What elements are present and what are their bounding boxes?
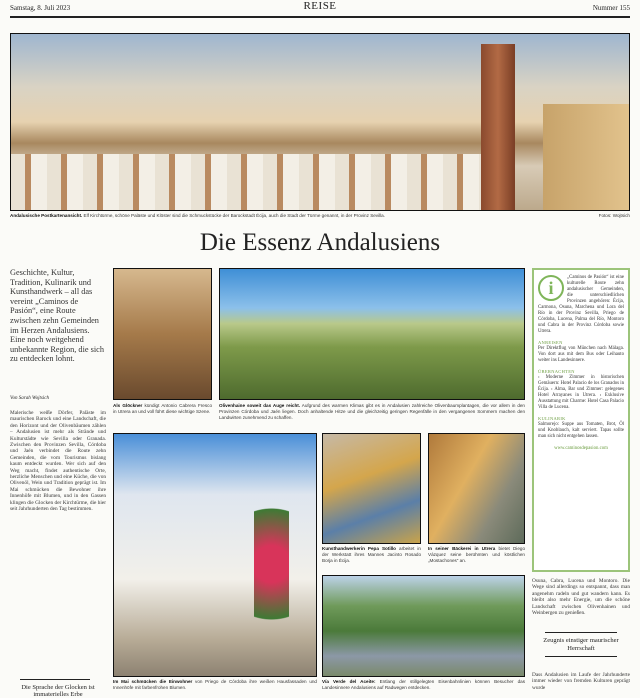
photo-caption: Vía Verde del Aceite: Entlang der stillgelegten Eisenbahnlinien können Besucher das Landesinnere Andalusiens auf Radwegen entdecken. [322, 679, 525, 690]
website-link[interactable]: www.caminosdepasion.com [554, 446, 608, 451]
info-heading: ANREISEN [538, 340, 563, 345]
photo-bakery [428, 433, 525, 544]
info-heading: KULINARIK [538, 416, 566, 421]
divider [545, 656, 617, 657]
hero-caption: Andalusische Postkartenansicht. Elf Kirchtürme, schöne Paläste und Klöster sind die Schmuckstücke der Barockstadt Écija, auch die Stadt der Türme genannt, in der Provinz Sevilla. [10, 213, 385, 218]
divider [545, 632, 617, 633]
photo-caption: Kunsthandwerkerin Pepa Sotillo arbeitet in der Werkstatt ihres Mannes Jacinto Rosado Borja in Écija. [322, 546, 421, 563]
photo-artisan [322, 433, 421, 544]
photo-caption: Olivenhaine soweit das Auge reicht. Aufgrund des warmen Klimas gibt es in Andalusien zahlreiche Olivenbaumplantagen, die vor allem in den Provinzen Córdoba und Jaén liegen. Doch anhaltende Hitze und die gleichzeitig geringen Regenfälle in den vergangenen Sommern machen den Landwirten zunehmend zu schaffen. [219, 403, 525, 420]
info-intro: „Caminos de Pasión“ ist eine kulturelle Route zehn andalusischer Gemeinden, die unterschiedlichen Provinzen angehören: Écija, Carmona, Osuna, Marchena und Lora del Río in der Provinz Sevilla, Priego de Córdoba, Lucena, Palma del Río, Montoro und Cabra in der Provinz Córdoba sowie Utrera. [538, 275, 624, 334]
subhead-right: Zeugnis einstiger maurischer Herrschaft [543, 637, 619, 652]
issue-date: Samstag, 8. Juli 2023 [10, 4, 71, 12]
info-text: › Moderne Zimmer in historischen Gemäuern: Hotel Palacio de los Granados in Écija. › Alma, Bar und Zimmer: gelegenes Hotel Arrayanes in Utrera. › Exklusive Ausstattung mit Charme: Hotel Casa Palacio Villa de Lucena. [538, 375, 624, 410]
photo-caption: In seiner Bäckerei in Utrera bietet Diego Vázquez seine berühmten und köstlichen „Mostachones“ an. [428, 546, 525, 563]
info-icon: i [538, 275, 564, 301]
info-text: Salmorejo: Suppe aus Tomaten, Brot, Öl und Knoblauch, kalt serviert. Tapas sollte man sich nicht entgehen lassen. [538, 422, 624, 439]
info-heading: ÜBERNACHTEN [538, 369, 575, 374]
photo-cyclists-via-verde [322, 575, 525, 677]
divider [20, 679, 90, 680]
article-body-right-continued: Dass Andalusien im Laufe der Jahrhunderte immer wieder von fremden Kulturen geprägt wurde [532, 672, 630, 691]
article-body-right: Osuna, Cabra, Lucena und Montoro. Die Wege sind allerdings so entspannt, dass man angenehm radeln und gut wandern kann. Es bleibt also mehr Energie, um die schöne Landschaft zwischen Olivenhainen und Weinbergen zu genießen. [532, 578, 630, 617]
info-box [532, 268, 630, 572]
subhead-left: Die Sprache der Glocken ist immaterielles Erbe [21, 684, 95, 698]
byline: Von Sarah Wojtsich [10, 396, 49, 401]
issue-number: Nummer 155 [592, 4, 630, 12]
headline: Die Essenz Andalusiens [199, 229, 441, 256]
photo-bell-ringer [113, 268, 212, 400]
photo-credit: Fotos: Wojtsich [598, 213, 630, 218]
photo-olive-groves [219, 268, 525, 400]
photo-caption: Als Glöckner kündigt Antonio Cabrera Fresco in Utrera an und voll führt diese wichtige Szene. [113, 403, 212, 414]
section-title: REISE [303, 0, 337, 12]
article-body-left: Malerische weiße Dörfer, Paläste im maurischen Barock und eine Landschaft, die den Horizont und der Olivenbäumen zählen – Andalusien ist mehr als Strände und Kulturstädte wie Sevilla oder Granada. Zwischen den Provinzen Sevilla, Córdoba und Jaén verbindet die Route zehn Gemeinden, die vom Tourismus bislang kaum entdeckt wurden. Wer sich auf den Weg macht, findet authentische Orte, herzliche Menschen und eine Küche, die von Olivenöl, Wein und Tradition geprägt ist. Im Mai schmücken die Bewohner ihre Innenhöfe mit Blumen, und in den Gassen klingen die Glocken der Kirchtürme, die hier seit Jahrhunderten den Tag bestimmen. [10, 410, 106, 513]
photo-caption: Im Mai schmücken die Einwohner von Priego de Córdoba ihre weißen Hausfassaden und Innenhöfe mit farbenfrohen Blumen. [113, 679, 317, 690]
info-text: Per Direktflug von München nach Málaga. Von dort aus mit dem Bus oder Leihauto weiter ins Landesinnere. [538, 346, 624, 363]
hero-photo-ecija [10, 33, 630, 211]
photo-flower-street [113, 433, 317, 677]
lede: Geschichte, Kultur, Tradition, Kulinarik und Kunsthandwerk – all das vereint „Caminos de Pasión“, eine Route zwischen zehn Gemeinden im Herzen Andalusiens. Eine noch weitgehend unbekannte Region, die sich zu entdecken lohnt. [10, 268, 105, 364]
header-rule [10, 16, 630, 18]
